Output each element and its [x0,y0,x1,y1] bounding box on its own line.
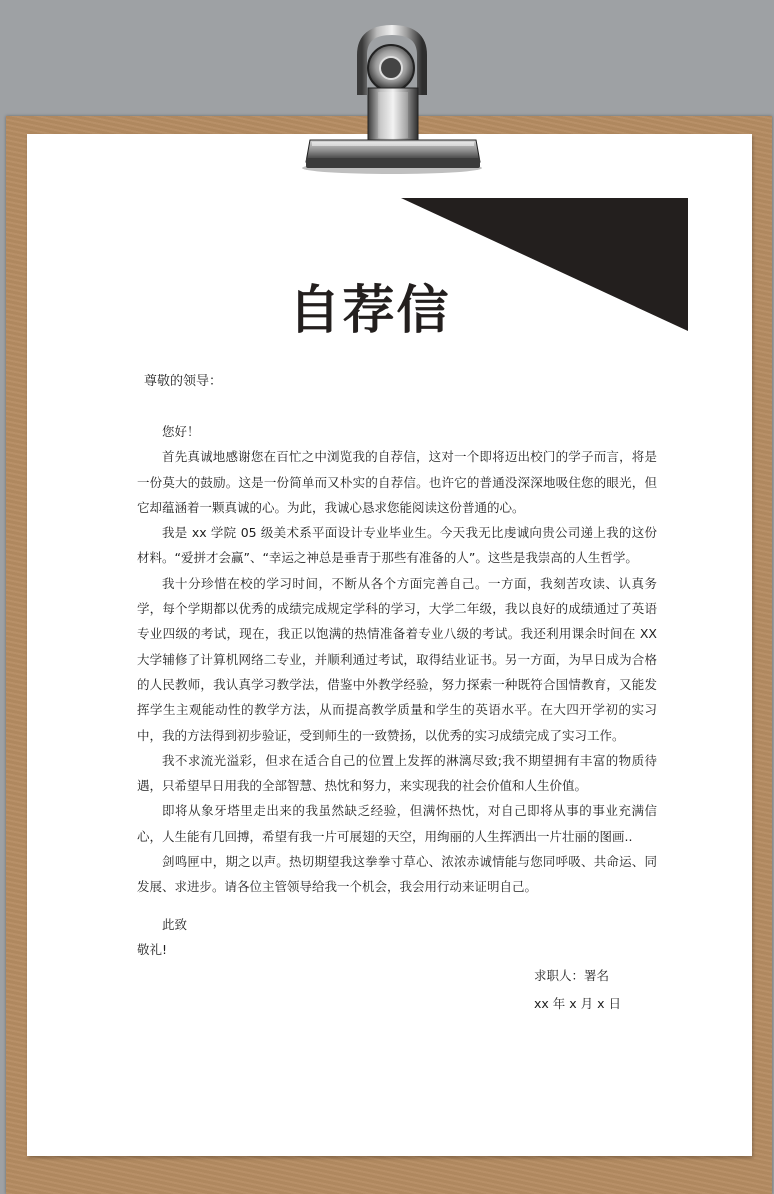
paragraph: 我十分珍惜在校的学习时间，不断从各个方面完善自己。一方面，我刻苦攻读、认真务学，每个学期都以优秀的成绩完成规定学科的学习，大学二年级，我以良好的成绩通过了英语专业四级的考试，现在，我正以饱满的热情准备着专业八级的考试。我还利用课余时间在 XX 大学辅修了计算机网络二专业，并顺利通过考试，取得结业证书。另一方面，为早日成为合格的人民教师，我认真学习教学法，借鉴中外教学经验，努力探索一种既符合国情教育，又能发挥学生主观能动性的教学方法，从而提高教学质量和学生的英语水平。在大四开学初的实习中，我的方法得到初步验证，受到师生的一致赞扬，以优秀的实习成绩完成了实习工作。 [137,575,657,743]
signer-name: 求职人：署名 [534,968,610,983]
paragraph: 首先真诚地感谢您在百忙之中浏览我的自荐信，这对一个即将迈出校门的学子而言，将是一份莫大的鼓励。这是一份简单而又朴实的自荐信。也许它的普通没深深地吸住您的眼光，但它却蕴涵着一颗真诚的心。为此，我诚心恳求您能阅读这份普通的心。 [137,449,657,515]
paragraph: 我是 xx 学院 05 级美术系平面设计专业毕业生。今天我无比虔诚向贵公司递上我的这份材料。“爱拼才会赢”、“幸运之神总是垂青于那些有准备的人”。这些是我崇高的人生哲学。 [137,525,657,566]
salutation: 尊敬的领导： [144,374,223,389]
closing-line-2: 敬礼! [137,942,168,957]
paragraph: 剑鸣匣中，期之以声。热切期望我这拳拳寸草心、浓浓赤诚情能与您同呼吸、共命运、同发展、求进步。请各位主管领导给我一个机会，我会用行动来证明自己。 [137,854,657,895]
signature-block [534,962,621,1018]
closing [137,912,187,962]
letter-paper [27,134,752,1156]
paragraph: 我不求流光溢彩，但求在适合自己的位置上发挥的淋漓尽致;我不期望拥有丰富的物质待遇，只希望早日用我的全部智慧、热忱和努力，来实现我的社会价值和人生价值。 [137,752,657,794]
paragraph: 即将从象牙塔里走出来的我虽然缺乏经验，但满怀热忱，对自己即将从事的事业充满信心，人生能有几回搏，希望有我一片可展翅的天空，用绚丽的人生挥洒出一片壮丽的图画.. [137,803,657,844]
paragraph-greeting: 您好！ [162,424,200,439]
closing-line-1: 此致 [162,917,188,932]
letter-body [137,419,657,900]
letter-title: 自荐信 [288,281,451,341]
letter-date: xx 年 x 月 x 日 [534,996,621,1011]
